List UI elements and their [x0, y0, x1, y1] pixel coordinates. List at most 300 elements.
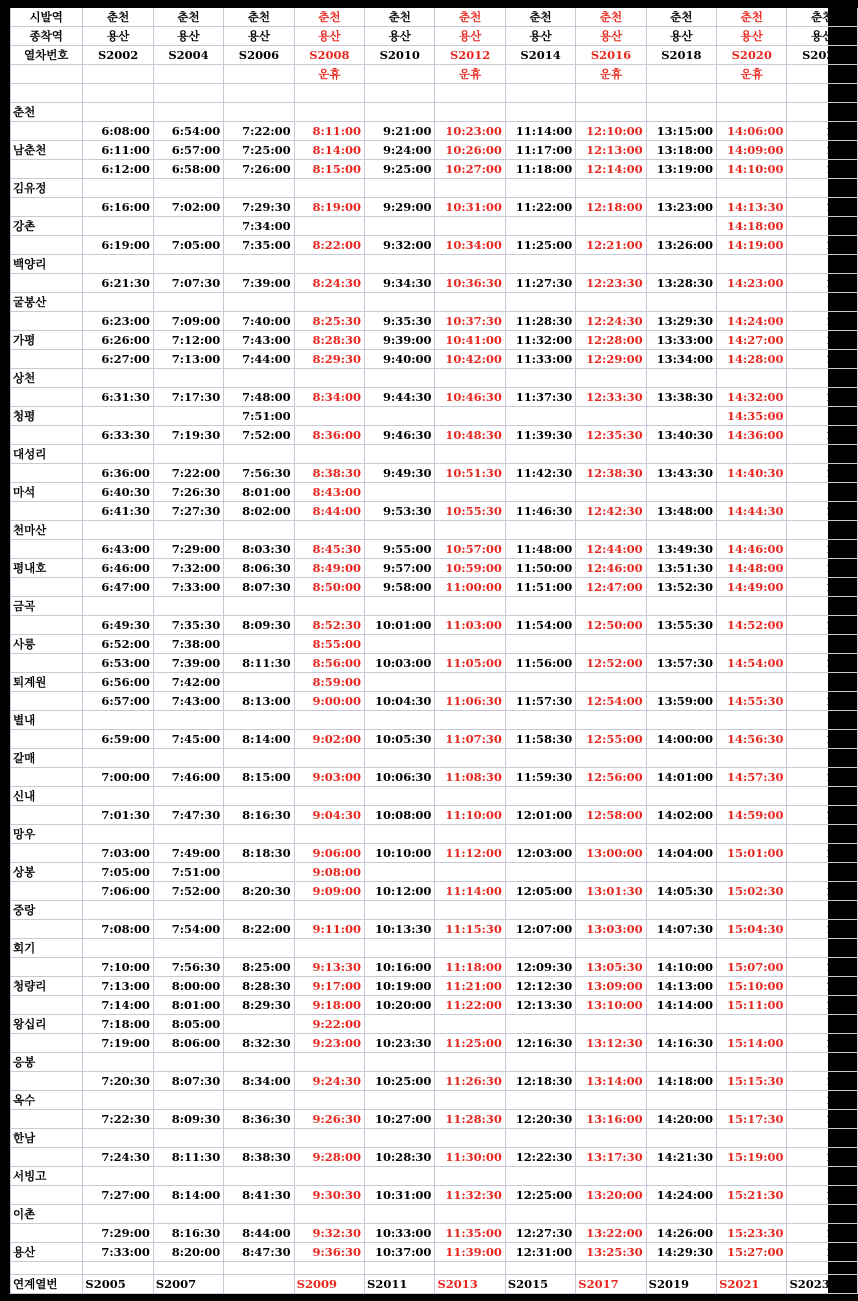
time-cell [505, 787, 575, 806]
time-cell: 7:33:00 [83, 1243, 153, 1262]
time-cell: 7:51:00 [153, 863, 223, 882]
time-cell: 9:55:00 [365, 540, 435, 559]
link-train-cell: S2007 [153, 1275, 223, 1294]
time-cell [646, 1167, 716, 1186]
time-cell: 13:33:00 [646, 331, 716, 350]
station-label [11, 1034, 83, 1053]
time-cell: 7:35:00 [224, 236, 294, 255]
time-cell: 8:11:00 [294, 122, 364, 141]
time-cell: 10:06:30 [365, 768, 435, 787]
time-cell [435, 635, 505, 654]
time-cell: 11:35:00 [435, 1224, 505, 1243]
origin-cell: 춘천 [153, 8, 223, 27]
time-cell: 7:52:00 [153, 882, 223, 901]
time-cell [294, 84, 364, 103]
time-cell: 8:29:30 [224, 996, 294, 1015]
link-train-cell: S2015 [505, 1275, 575, 1294]
row-label-origin: 시발역 [11, 8, 83, 27]
time-cell [576, 1053, 646, 1072]
time-cell [83, 1167, 153, 1186]
time-cell: 12:24:30 [576, 312, 646, 331]
time-cell: 6:59:00 [83, 730, 153, 749]
time-cell: 6:36:00 [83, 464, 153, 483]
time-cell [83, 407, 153, 426]
time-cell [365, 521, 435, 540]
time-cell: 14:57:30 [717, 768, 787, 787]
time-cell: 7:43:00 [153, 692, 223, 711]
time-cell: 13:12:30 [576, 1034, 646, 1053]
timetable-sheet [10, 8, 854, 1293]
station-label: 신내 [11, 787, 83, 806]
time-cell: 10:33:00 [365, 1224, 435, 1243]
time-cell [153, 369, 223, 388]
time-cell: 14:28:00 [717, 350, 787, 369]
time-cell: 8:38:30 [224, 1148, 294, 1167]
origin-cell: 춘천 [505, 8, 575, 27]
time-cell [294, 787, 364, 806]
spacer-row [11, 1262, 858, 1275]
table-row [11, 996, 858, 1015]
time-cell: 16:3 [787, 1148, 858, 1167]
suspended-cell: 운휴 [717, 65, 787, 84]
time-cell: 10:20:00 [365, 996, 435, 1015]
time-cell [435, 445, 505, 464]
time-cell [505, 901, 575, 920]
time-cell: 9:26:30 [294, 1110, 364, 1129]
time-cell [646, 901, 716, 920]
station-label: 왕십리 [11, 1015, 83, 1034]
time-cell: 8:11:30 [153, 1148, 223, 1167]
time-cell [83, 521, 153, 540]
time-cell [717, 483, 787, 502]
time-cell: 11:17:00 [505, 141, 575, 160]
time-cell: 7:10:00 [83, 958, 153, 977]
time-cell [224, 1129, 294, 1148]
station-label [11, 578, 83, 597]
time-cell: 12:13:30 [505, 996, 575, 1015]
time-cell [153, 825, 223, 844]
time-cell: 10:55:30 [435, 502, 505, 521]
time-cell: 8:07:30 [153, 1072, 223, 1091]
origin-cell: 춘천 [224, 8, 294, 27]
time-cell: 16:1 [787, 692, 858, 711]
time-cell: 7:14:00 [83, 996, 153, 1015]
time-cell: 11:22:00 [435, 996, 505, 1015]
table-row [11, 426, 858, 445]
time-cell: 15:15:30 [717, 1072, 787, 1091]
spacer-cell [505, 1262, 575, 1275]
time-cell [435, 673, 505, 692]
time-cell: 10:34:00 [435, 236, 505, 255]
time-cell: 13:51:30 [646, 559, 716, 578]
origin-cell: 춘천 [435, 8, 505, 27]
time-cell: 12:25:00 [505, 1186, 575, 1205]
link-train-cell: S2023 [787, 1275, 858, 1294]
station-label: 청량리 [11, 977, 83, 996]
time-cell [505, 84, 575, 103]
time-cell [717, 711, 787, 730]
time-cell [365, 1129, 435, 1148]
table-row [11, 749, 858, 768]
station-label [11, 1186, 83, 1205]
time-cell: 6:31:30 [83, 388, 153, 407]
time-cell: 6:47:00 [83, 578, 153, 597]
destination-cell: 용산 [153, 27, 223, 46]
time-cell: 11:56:00 [505, 654, 575, 673]
time-cell [365, 711, 435, 730]
time-cell: 13:38:30 [646, 388, 716, 407]
time-cell: 14:14:00 [646, 996, 716, 1015]
station-label: 옥수 [11, 1091, 83, 1110]
time-cell: 8:14:00 [153, 1186, 223, 1205]
time-cell [717, 749, 787, 768]
time-cell [646, 293, 716, 312]
timetable [10, 8, 858, 1294]
time-cell: 8:15:00 [294, 160, 364, 179]
station-label: 상봉 [11, 863, 83, 882]
table-row [11, 578, 858, 597]
time-cell: 12:09:30 [505, 958, 575, 977]
time-cell: 11:32:30 [435, 1186, 505, 1205]
time-cell: 13:48:00 [646, 502, 716, 521]
time-cell: 12:07:00 [505, 920, 575, 939]
time-cell [646, 673, 716, 692]
time-cell [505, 1053, 575, 1072]
time-cell: 14:21:30 [646, 1148, 716, 1167]
time-cell: 15:02:30 [717, 882, 787, 901]
time-cell [646, 825, 716, 844]
time-cell: 12:35:30 [576, 426, 646, 445]
time-cell: 7:07:30 [153, 274, 223, 293]
origin-row [11, 8, 858, 27]
time-cell: 8:01:00 [153, 996, 223, 1015]
station-label: 가평 [11, 331, 83, 350]
time-cell: 10:12:00 [365, 882, 435, 901]
time-cell: 12:18:30 [505, 1072, 575, 1091]
time-cell: 8:14:00 [294, 141, 364, 160]
time-cell: 9:13:30 [294, 958, 364, 977]
link-train-cell: S2019 [646, 1275, 716, 1294]
station-label [11, 350, 83, 369]
time-cell: 6:40:30 [83, 483, 153, 502]
station-label [11, 882, 83, 901]
time-cell: 7:47:30 [153, 806, 223, 825]
time-cell [717, 255, 787, 274]
time-cell: 7:05:00 [153, 236, 223, 255]
station-label [11, 1072, 83, 1091]
time-cell [787, 825, 858, 844]
station-label [11, 312, 83, 331]
time-cell: 11:27:30 [505, 274, 575, 293]
table-row [11, 730, 858, 749]
time-cell [83, 597, 153, 616]
time-cell [153, 407, 223, 426]
station-label [11, 122, 83, 141]
time-cell: 16:2 [787, 920, 858, 939]
time-cell: 7:46:00 [153, 768, 223, 787]
time-cell [717, 1167, 787, 1186]
station-label [11, 1224, 83, 1243]
train-number-row [11, 46, 858, 65]
time-cell: 14:04:00 [646, 844, 716, 863]
time-cell: 7:40:00 [224, 312, 294, 331]
time-cell [787, 179, 858, 198]
time-cell: 11:58:30 [505, 730, 575, 749]
time-cell: 9:22:00 [294, 1015, 364, 1034]
station-label: 갈매 [11, 749, 83, 768]
destination-row [11, 27, 858, 46]
time-cell: 6:11:00 [83, 141, 153, 160]
time-cell [294, 369, 364, 388]
time-cell [294, 1091, 364, 1110]
time-cell: 10:31:00 [365, 1186, 435, 1205]
time-cell: 7:43:00 [224, 331, 294, 350]
time-cell: 12:42:30 [576, 502, 646, 521]
train-number-cell: S2014 [505, 46, 575, 65]
time-cell: 11:37:30 [505, 388, 575, 407]
time-cell [787, 597, 858, 616]
time-cell [576, 521, 646, 540]
table-row [11, 1091, 858, 1110]
spacer-cell [365, 1262, 435, 1275]
time-cell [576, 369, 646, 388]
destination-cell: 용산 [435, 27, 505, 46]
time-cell: 14:02:00 [646, 806, 716, 825]
time-cell [787, 103, 858, 122]
time-cell: 16:1 [787, 730, 858, 749]
station-label: 회기 [11, 939, 83, 958]
time-cell: 15:3 [787, 160, 858, 179]
time-cell [717, 825, 787, 844]
time-cell: 10:42:00 [435, 350, 505, 369]
time-cell [717, 179, 787, 198]
time-cell: 11:14:00 [505, 122, 575, 141]
time-cell: 11:08:30 [435, 768, 505, 787]
table-row [11, 1034, 858, 1053]
time-cell: 14:49:00 [717, 578, 787, 597]
time-cell: 16:0 [787, 502, 858, 521]
time-cell [365, 293, 435, 312]
table-row [11, 141, 858, 160]
time-cell [646, 483, 716, 502]
time-cell [224, 445, 294, 464]
time-cell: 8:20:00 [153, 1243, 223, 1262]
time-cell [576, 293, 646, 312]
station-label [11, 920, 83, 939]
time-cell [153, 1167, 223, 1186]
time-cell: 15:3 [787, 198, 858, 217]
station-label [11, 236, 83, 255]
time-cell [365, 863, 435, 882]
time-cell: 6:57:00 [153, 141, 223, 160]
time-cell: 9:32:00 [365, 236, 435, 255]
time-cell: 15:23:30 [717, 1224, 787, 1243]
station-label [11, 616, 83, 635]
time-cell: 12:29:00 [576, 350, 646, 369]
time-cell: 16:0 [787, 578, 858, 597]
time-cell [435, 863, 505, 882]
time-cell: 12:58:00 [576, 806, 646, 825]
time-cell: 12:12:30 [505, 977, 575, 996]
table-row [11, 1205, 858, 1224]
station-label: 서빙고 [11, 1167, 83, 1186]
time-cell: 14:23:00 [717, 274, 787, 293]
time-cell [224, 1015, 294, 1034]
time-cell [224, 1167, 294, 1186]
origin-cell: 춘천 [83, 8, 153, 27]
station-label: 백양리 [11, 255, 83, 274]
time-cell [153, 179, 223, 198]
time-cell [717, 863, 787, 882]
time-cell [576, 787, 646, 806]
time-cell: 8:25:30 [294, 312, 364, 331]
time-cell: 13:05:30 [576, 958, 646, 977]
time-cell [646, 1205, 716, 1224]
time-cell [83, 711, 153, 730]
time-cell [787, 407, 858, 426]
time-cell: 9:40:00 [365, 350, 435, 369]
spacer-cell [11, 1262, 83, 1275]
station-label [11, 198, 83, 217]
time-cell: 7:03:00 [83, 844, 153, 863]
time-cell [717, 1053, 787, 1072]
origin-cell: 춘천 [646, 8, 716, 27]
table-row [11, 787, 858, 806]
time-cell [83, 1091, 153, 1110]
time-cell [717, 939, 787, 958]
time-cell [646, 1091, 716, 1110]
time-cell: 15:07:00 [717, 958, 787, 977]
time-cell: 15:5 [787, 464, 858, 483]
time-cell [224, 939, 294, 958]
time-cell: 8:16:30 [224, 806, 294, 825]
time-cell [224, 293, 294, 312]
time-cell [224, 369, 294, 388]
time-cell: 8:05:00 [153, 1015, 223, 1034]
time-cell [435, 103, 505, 122]
time-cell [435, 939, 505, 958]
time-cell: 14:48:00 [717, 559, 787, 578]
time-cell [435, 293, 505, 312]
time-cell: 7:19:30 [153, 426, 223, 445]
station-label: 김유정 [11, 179, 83, 198]
station-label [11, 1110, 83, 1129]
time-cell: 12:13:00 [576, 141, 646, 160]
origin-cell: 춘천 [717, 8, 787, 27]
time-cell [365, 597, 435, 616]
time-cell: 9:04:30 [294, 806, 364, 825]
time-cell: 16:2 [787, 977, 858, 996]
time-cell: 7:00:00 [83, 768, 153, 787]
time-cell [294, 901, 364, 920]
time-cell: 12:47:00 [576, 578, 646, 597]
time-cell: 9:24:00 [365, 141, 435, 160]
time-cell [787, 787, 858, 806]
time-cell: 16:0 [787, 616, 858, 635]
time-cell [153, 445, 223, 464]
time-cell: 9:49:30 [365, 464, 435, 483]
time-cell: 14:01:00 [646, 768, 716, 787]
time-cell [224, 787, 294, 806]
train-number-cell: S2016 [576, 46, 646, 65]
time-cell: 15:4 [787, 236, 858, 255]
row-label-link: 연계열번 [11, 1275, 83, 1294]
time-cell: 15:19:00 [717, 1148, 787, 1167]
time-cell [435, 255, 505, 274]
time-cell: 7:48:00 [224, 388, 294, 407]
time-cell [505, 103, 575, 122]
time-cell [153, 84, 223, 103]
time-cell [646, 635, 716, 654]
time-cell: 12:50:00 [576, 616, 646, 635]
time-cell: 7:05:00 [83, 863, 153, 882]
time-cell: 8:14:00 [224, 730, 294, 749]
origin-cell: 춘천 [787, 8, 858, 27]
table-row [11, 1072, 858, 1091]
time-cell [153, 1053, 223, 1072]
time-cell: 9:44:30 [365, 388, 435, 407]
time-cell: 11:25:00 [435, 1034, 505, 1053]
time-cell [646, 521, 716, 540]
time-cell [294, 407, 364, 426]
time-cell: 9:25:00 [365, 160, 435, 179]
time-cell: 7:44:00 [224, 350, 294, 369]
table-row [11, 122, 858, 141]
table-row [11, 388, 858, 407]
time-cell [576, 939, 646, 958]
time-cell: 15:17:30 [717, 1110, 787, 1129]
time-cell: 12:56:00 [576, 768, 646, 787]
time-cell: 7:51:00 [224, 407, 294, 426]
time-cell: 10:27:00 [365, 1110, 435, 1129]
time-cell: 6:52:00 [83, 635, 153, 654]
spacer-cell [717, 1262, 787, 1275]
table-row [11, 1186, 858, 1205]
station-label: 사릉 [11, 635, 83, 654]
time-cell: 16:1 [787, 654, 858, 673]
table-row [11, 559, 858, 578]
time-cell: 11:57:30 [505, 692, 575, 711]
time-cell [435, 1167, 505, 1186]
train-number-cell: S2004 [153, 46, 223, 65]
time-cell: 7:27:00 [83, 1186, 153, 1205]
time-cell: 11:25:00 [505, 236, 575, 255]
time-cell: 10:16:00 [365, 958, 435, 977]
table-row [11, 293, 858, 312]
time-cell [576, 103, 646, 122]
time-cell: 15:4 [787, 274, 858, 293]
time-cell: 8:06:00 [153, 1034, 223, 1053]
time-cell [646, 1129, 716, 1148]
time-cell [435, 369, 505, 388]
station-label: 강촌 [11, 217, 83, 236]
time-cell [435, 483, 505, 502]
station-label [11, 388, 83, 407]
time-cell [505, 673, 575, 692]
time-cell: 12:55:00 [576, 730, 646, 749]
time-cell: 10:25:00 [365, 1072, 435, 1091]
time-cell: 13:26:00 [646, 236, 716, 255]
table-row [11, 1053, 858, 1072]
time-cell [787, 217, 858, 236]
station-label: 망우 [11, 825, 83, 844]
table-row [11, 711, 858, 730]
time-cell: 14:40:30 [717, 464, 787, 483]
table-row [11, 236, 858, 255]
time-cell: 7:22:00 [224, 122, 294, 141]
time-cell [83, 939, 153, 958]
time-cell: 12:21:00 [576, 236, 646, 255]
